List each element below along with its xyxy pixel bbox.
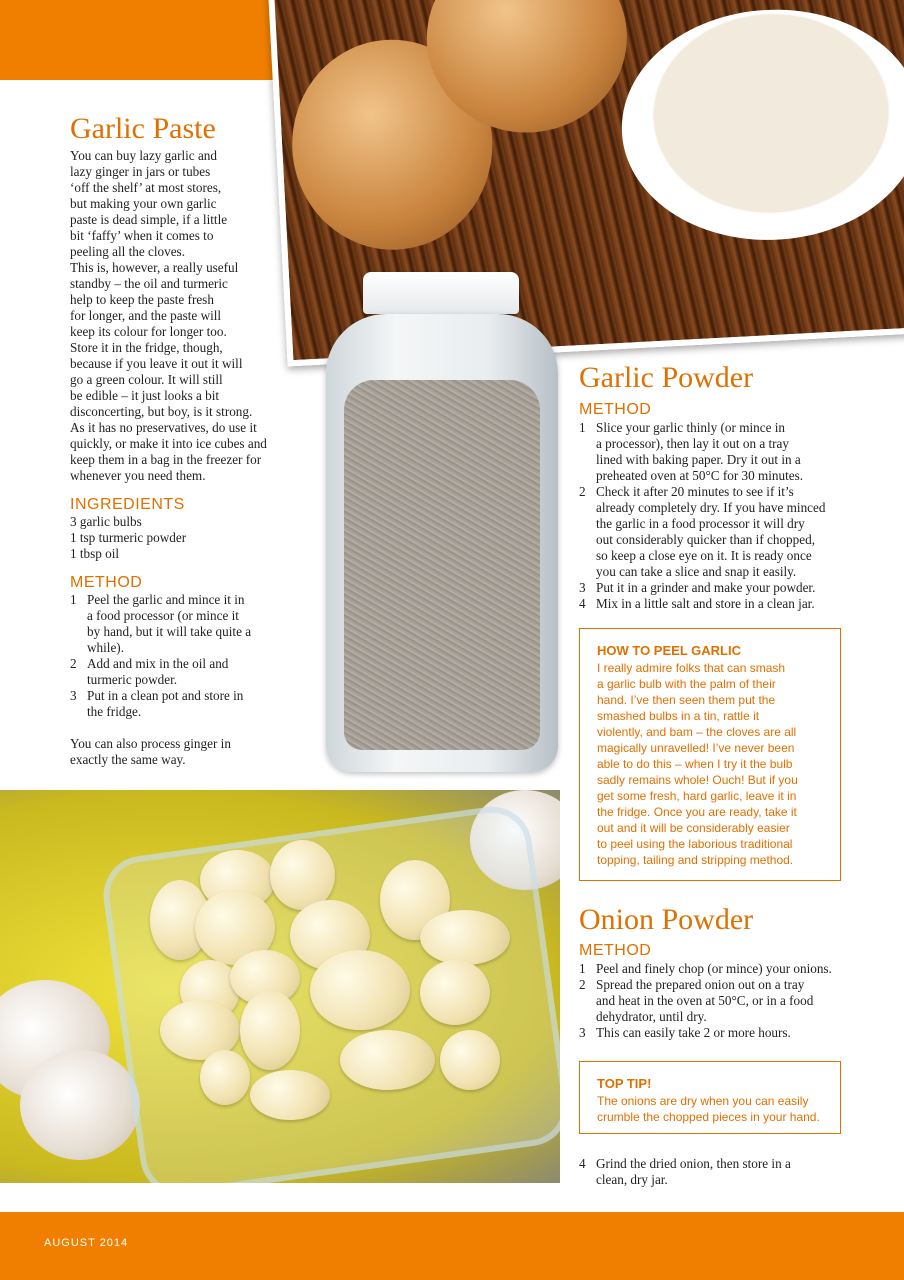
intro-line: ‘off the shelf’ at most stores,	[70, 180, 222, 195]
box-line: get some fresh, hard garlic, leave it in	[597, 789, 797, 803]
issue-date: AUGUST 2014	[44, 1237, 129, 1249]
step-text	[596, 1156, 791, 1188]
garlic-paste-intro	[70, 148, 292, 484]
step-line: Slice your garlic thinly (or mince in	[596, 420, 785, 435]
garlic-clove	[310, 950, 410, 1030]
box-line: magically unravelled! I’ve never been	[597, 741, 795, 755]
step-line: a food processor (or mince it	[87, 608, 239, 623]
step-text	[87, 592, 251, 656]
intro-line: quickly, or make it into ice cubes and	[70, 436, 267, 451]
garlic-powder-jar	[326, 272, 558, 772]
step	[579, 977, 844, 1025]
onion-powder-steps	[579, 961, 844, 1041]
step-number: 2	[579, 977, 586, 992]
step-line: Mix in a little salt and store in a clean jar.	[596, 596, 815, 611]
box-line: violently, and bam – the cloves are all	[597, 725, 797, 739]
note-line: exactly the same way.	[70, 752, 186, 767]
step-line: Spread the prepared onion out on a tray	[596, 977, 805, 992]
box-line: hand. I’ve then seen them put the	[597, 693, 776, 707]
step-number: 1	[70, 592, 77, 607]
step-text	[87, 656, 228, 688]
intro-line: go a green colour. It will still	[70, 372, 223, 387]
step-text	[87, 688, 243, 720]
step-line: Put it in a grinder and make your powder.	[596, 580, 816, 595]
method-heading: METHOD	[579, 942, 652, 959]
step	[70, 656, 292, 688]
garlic-clove	[240, 990, 300, 1070]
intro-line: peeling all the cloves.	[70, 244, 185, 259]
intro-line: Store it in the fridge, though,	[70, 340, 223, 355]
step-text	[596, 420, 803, 484]
peel-garlic-box	[579, 628, 841, 881]
ingredients-list	[70, 514, 292, 562]
step-number: 4	[579, 1156, 586, 1171]
onion-powder-title: Onion Powder	[579, 903, 754, 936]
box-line: The onions are dry when you can easily	[597, 1094, 809, 1108]
step-number: 1	[579, 961, 586, 976]
onion-final-step	[579, 1156, 844, 1188]
intro-line: This is, however, a really useful	[70, 260, 239, 275]
step	[70, 592, 292, 656]
garlic-paste-steps	[70, 592, 292, 720]
peel-box-body	[597, 660, 824, 868]
step-line: and heat in the oven at 50°C, or in a food	[596, 993, 814, 1008]
step-line: so keep a close eye on it. It is ready once	[596, 548, 812, 563]
step	[579, 420, 844, 484]
step-line: the garlic in a food processor it will dry	[596, 516, 805, 531]
step	[579, 580, 844, 596]
step	[70, 688, 292, 720]
garlic-paste-section	[70, 112, 292, 768]
onion-powder-section	[579, 903, 844, 1041]
step-line: Add and mix in the oil and	[87, 656, 229, 671]
intro-line: whenever you need them.	[70, 468, 206, 483]
garlic-paste-title: Garlic Paste	[70, 112, 216, 145]
step-line: This can easily take 2 or more hours.	[596, 1025, 791, 1040]
step-number: 2	[70, 656, 77, 671]
step-line: clean, dry jar.	[596, 1172, 668, 1187]
step-line: Peel and finely chop (or mince) your onions.	[596, 961, 832, 976]
ingredients-heading: INGREDIENTS	[70, 496, 185, 513]
top-tip-heading: TOP TIP!	[597, 1076, 652, 1091]
box-line: the fridge. Once you are ready, take it	[597, 805, 797, 819]
intro-line: be edible – it just looks a bit	[70, 388, 220, 403]
intro-line: keep them in a bag in the freezer for	[70, 452, 262, 467]
note-line: You can also process ginger in	[70, 736, 231, 751]
step-line: dehydrator, until dry.	[596, 1009, 707, 1024]
intro-line: for longer, and the paste will	[70, 308, 222, 323]
step-number: 4	[579, 596, 586, 611]
garlic-clove	[420, 910, 510, 965]
step	[579, 484, 844, 580]
garlic-clove	[200, 1050, 250, 1105]
garlic-powder-title: Garlic Powder	[579, 361, 754, 394]
step-line: Peel the garlic and mince it in	[87, 592, 245, 607]
garlic-cloves-photo	[0, 790, 560, 1183]
intro-line: bit ‘faffy’ when it comes to	[70, 228, 214, 243]
box-line: topping, tailing and stripping method.	[597, 853, 794, 867]
jar-lid	[363, 272, 519, 314]
garlic-clove	[250, 1070, 330, 1120]
garlic-powder-steps	[579, 420, 844, 612]
step-line: preheated oven at 50°C for 30 minutes.	[596, 468, 804, 483]
step-line: the fridge.	[87, 704, 142, 719]
garlic-bulb	[20, 1050, 140, 1160]
step-number: 3	[70, 688, 77, 703]
step-number: 3	[579, 580, 586, 595]
step-line: Put in a clean pot and store in	[87, 688, 244, 703]
box-line: sadly remains whole! Ouch! But if you	[597, 773, 798, 787]
step-line: Check it after 20 minutes to see if it’s	[596, 484, 794, 499]
method-heading: METHOD	[579, 401, 652, 418]
box-line: out and it will be considerably easier	[597, 821, 790, 835]
step-number: 1	[579, 420, 586, 435]
ingredient: 1 tbsp oil	[70, 546, 120, 561]
intro-line: standby – the oil and turmeric	[70, 276, 228, 291]
step	[579, 961, 844, 977]
step-text	[596, 484, 825, 580]
intro-line: As it has no preservatives, do use it	[70, 420, 257, 435]
box-line: a garlic bulb with the palm of their	[597, 677, 776, 691]
step-line: while).	[87, 640, 124, 655]
garlic-clove	[420, 960, 490, 1025]
ingredient: 3 garlic bulbs	[70, 514, 142, 529]
footer-bar	[0, 1212, 904, 1280]
step-text	[596, 977, 813, 1025]
dried-onion-bowl	[616, 2, 904, 247]
step	[579, 1156, 844, 1188]
intro-line: paste is dead simple, if a little	[70, 212, 228, 227]
intro-line: but making your own garlic	[70, 196, 217, 211]
step-line: lined with baking paper. Dry it out in a	[596, 452, 801, 467]
intro-line: disconcerting, but boy, is it strong.	[70, 404, 253, 419]
garlic-powder-section	[579, 362, 844, 612]
jar-powder	[344, 380, 540, 750]
step-number: 3	[579, 1025, 586, 1040]
onion-powder-steps-cont	[579, 1156, 844, 1188]
intro-line: You can buy lazy garlic and	[70, 148, 217, 163]
ingredient: 1 tsp turmeric powder	[70, 530, 187, 545]
box-line: able to do this – when I try it the bulb	[597, 757, 793, 771]
garlic-clove	[440, 1030, 500, 1090]
box-line: to peel using the laborious traditional	[597, 837, 793, 851]
method-heading: METHOD	[70, 574, 143, 591]
orange-corner-tab	[0, 0, 280, 80]
step-number: 2	[579, 484, 586, 499]
step	[579, 1025, 844, 1041]
ginger-note	[70, 736, 292, 768]
step-line: Grind the dried onion, then store in a	[596, 1156, 791, 1171]
step-line: already completely dry. If you have minced	[596, 500, 826, 515]
step	[579, 596, 844, 612]
step-line: by hand, but it will take quite a	[87, 624, 252, 639]
step-line: out considerably quicker than if chopped,	[596, 532, 815, 547]
box-line: I really admire folks that can smash	[597, 661, 786, 675]
intro-line: help to keep the paste fresh	[70, 292, 214, 307]
box-line: crumble the chopped pieces in your hand.	[597, 1110, 820, 1124]
box-line: smashed bulbs in a tin, rattle it	[597, 709, 760, 723]
peel-box-heading: HOW TO PEEL GARLIC	[597, 643, 741, 658]
top-tip-box	[579, 1061, 841, 1134]
intro-line: because if you leave it out it will	[70, 356, 243, 371]
top-tip-body	[597, 1093, 824, 1125]
intro-line: keep its colour for longer too.	[70, 324, 227, 339]
step-line: turmeric powder.	[87, 672, 178, 687]
intro-line: lazy ginger in jars or tubes	[70, 164, 211, 179]
step-line: a processor), then lay it out on a tray	[596, 436, 789, 451]
step-line: you can take a slice and snap it easily.	[596, 564, 797, 579]
garlic-clove	[340, 1030, 435, 1090]
